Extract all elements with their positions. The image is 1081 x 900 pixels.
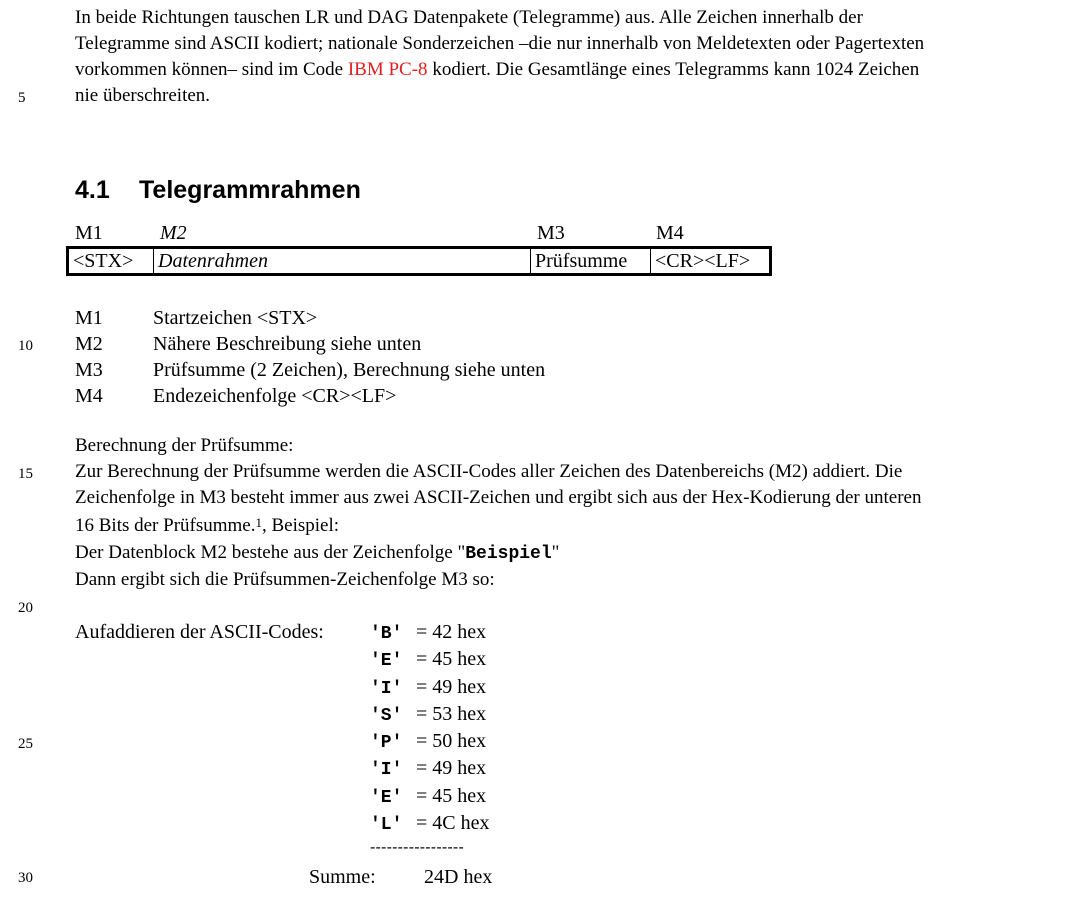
checksum-heading: Berechnung der Prüfsumme: <box>75 435 294 456</box>
frame-cell-stx: <STX> <box>73 250 134 272</box>
section-heading <box>75 176 361 205</box>
line-number: 30 <box>18 870 33 886</box>
telegram-frame-table <box>66 246 772 276</box>
line-number: 10 <box>18 338 33 354</box>
ascii-row: 'I' = 49 hex <box>370 676 487 699</box>
checksum-paragraph: Zur Berechnung der Prüfsumme werden die ASCII-Codes aller Zeichen des Datenbereichs (M2) addiert. Die <box>75 461 903 482</box>
intro-line: vorkommen können– sind im Code IBM PC-8 kodiert. Die Gesamtlänge eines Telegramms kann 1024 Zeichen <box>75 59 920 80</box>
ascii-row: 'S' = 53 hex <box>370 703 487 726</box>
sum-label: Summe: <box>309 866 376 888</box>
frame-label-m1: M1 <box>75 222 103 244</box>
intro-line: nie überschreiten. <box>75 85 211 106</box>
frame-cell-crlf: <CR><LF> <box>650 249 769 273</box>
frame-label-m4: M4 <box>656 222 684 244</box>
intro-line: In beide Richtungen tauschen LR und DAG Datenpakete (Telegramme) aus. Alle Zeichen innerhalb der <box>75 7 863 28</box>
definition-row: M3 Prüfsumme (2 Zeichen), Berechnung siehe unten <box>75 359 546 381</box>
ascii-row: 'L' = 4C hex <box>370 812 490 835</box>
section-title: Telegrammrahmen <box>139 176 361 204</box>
ascii-row: 'E' = 45 hex <box>370 785 487 808</box>
ascii-row: 'I' = 49 hex <box>370 757 487 780</box>
ascii-row: 'E' = 45 hex <box>370 648 487 671</box>
line-number: 15 <box>18 466 33 482</box>
sum-value: 24D hex <box>424 866 493 888</box>
example-word: Beispiel <box>465 544 552 564</box>
ascii-row: 'P' = 50 hex <box>370 730 487 753</box>
definition-row: M1 Startzeichen <STX> <box>75 307 318 329</box>
sum-divider: ----------------- <box>370 839 464 856</box>
checksum-paragraph: Der Datenblock M2 bestehe aus der Zeichenfolge "Beispiel" <box>75 542 560 564</box>
frame-cell-pruefsumme: Prüfsumme <box>530 249 650 273</box>
checksum-paragraph: Dann ergibt sich die Prüfsummen-Zeichenfolge M3 so: <box>75 569 495 590</box>
checksum-paragraph: Zeichenfolge in M3 besteht immer aus zwei ASCII-Zeichen und ergibt sich aus der Hex-Kodierung der unteren <box>75 487 922 508</box>
checksum-paragraph: 16 Bits der Prüfsumme.$^1$, Beispiel: <box>75 515 340 536</box>
ascii-row: 'B' = 42 hex <box>370 621 487 644</box>
line-number: 20 <box>18 600 33 616</box>
footnote-marker[interactable]: 1 <box>255 515 262 530</box>
section-number: 4.1 <box>75 176 110 204</box>
line-number: 5 <box>18 90 26 106</box>
frame-label-m2: M2 <box>160 222 187 244</box>
frame-cell-datenrahmen: Datenrahmen <box>153 249 530 273</box>
definition-row: M2 Nähere Beschreibung siehe unten <box>75 333 422 355</box>
line-number: 25 <box>18 736 33 752</box>
definition-row: M4 Endezeichenfolge <CR><LF> <box>75 385 397 407</box>
intro-line: Telegramme sind ASCII kodiert; nationale Sonderzeichen –die nur innerhalb von Meldetexten oder Pagertexten <box>75 33 925 54</box>
ascii-add-label: Aufaddieren der ASCII-Codes: <box>75 621 324 643</box>
ibm-pc8-link[interactable]: IBM PC-8 <box>347 59 428 80</box>
frame-label-m3: M3 <box>537 222 565 244</box>
